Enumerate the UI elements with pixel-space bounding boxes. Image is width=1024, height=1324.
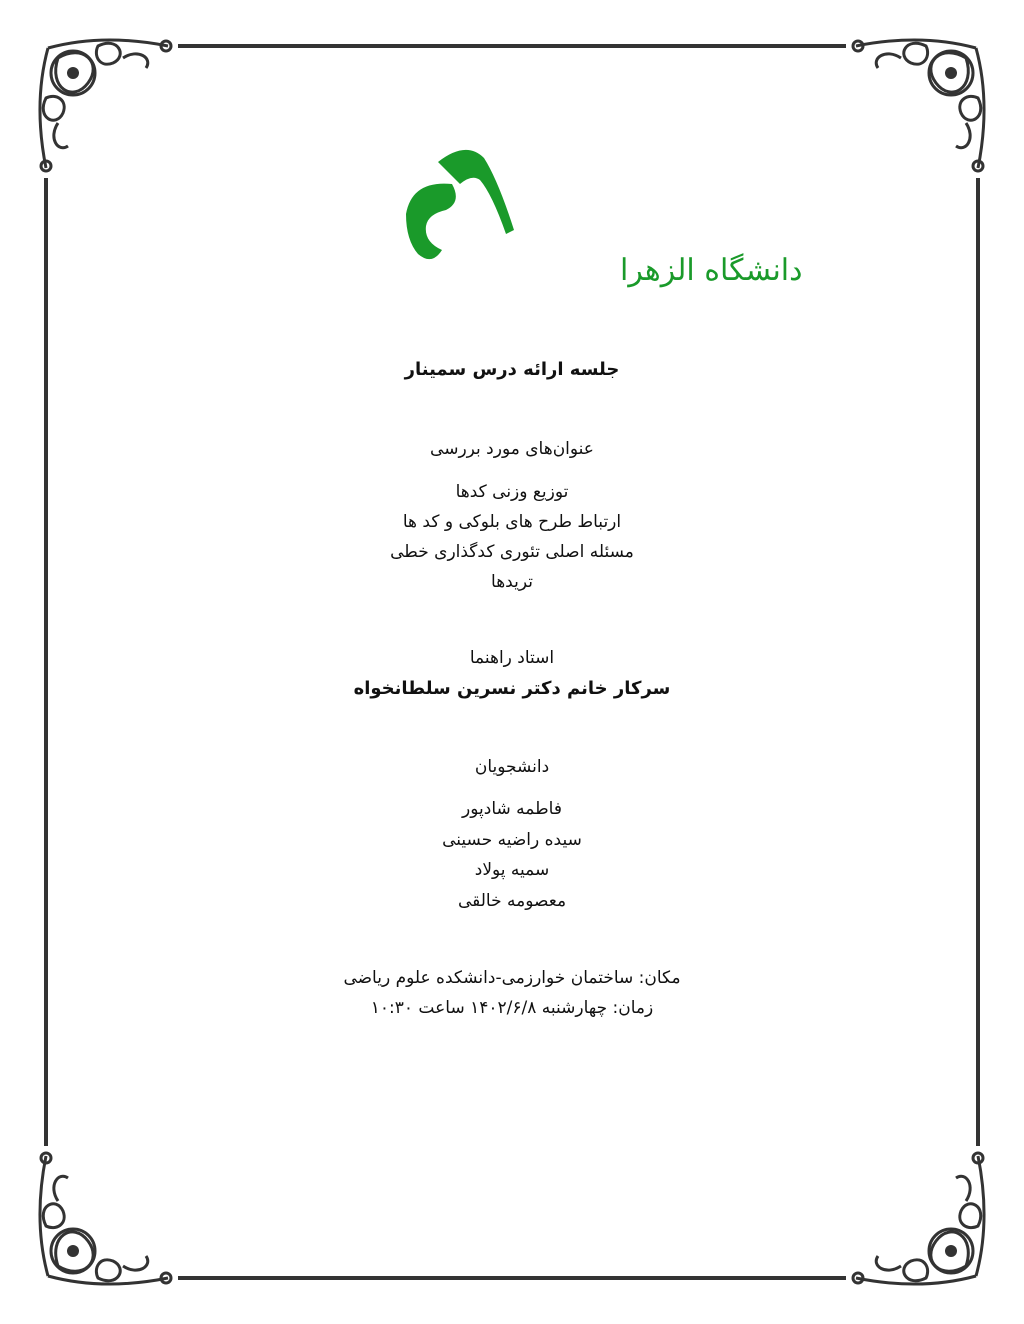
corner-ornament-bottom-left	[28, 1146, 178, 1296]
logo-text: دانشگاه الزهرا	[620, 253, 803, 288]
frame-top-line	[178, 44, 846, 48]
frame-bottom-line	[178, 1276, 846, 1280]
location-text: مکان: ساختمان خوارزمی-دانشکده علوم ریاضی	[343, 968, 681, 988]
student-name: فاطمه شادپور	[462, 799, 562, 819]
student-name: معصومه خالقی	[457, 891, 567, 911]
university-logo	[402, 140, 803, 296]
frame-right-line	[976, 178, 980, 1146]
topics-heading: عنوان‌های مورد بررسی	[430, 439, 594, 459]
corner-ornament-top-left	[28, 28, 178, 178]
corner-ornament-bottom-right	[846, 1146, 996, 1296]
time-text: زمان: چهارشنبه ۱۴۰۲/۶/۸ ساعت ۱۰:۳۰	[370, 998, 654, 1018]
advisor-name: سرکار خانم دکتر نسرین سلطانخواه	[353, 678, 671, 699]
topic-item: ارتباط طرح های بلوکی و کد ها	[402, 512, 622, 532]
corner-ornament-top-right	[846, 28, 996, 178]
topic-item: توزیع وزنی کدها	[455, 482, 569, 502]
page-title: جلسه ارائه درس سمینار	[404, 359, 620, 380]
topic-item: تریدها	[491, 572, 533, 592]
advisor-heading: استاد راهنما	[469, 648, 555, 668]
frame-left-line	[44, 178, 48, 1146]
student-name: سمیه پولاد	[474, 860, 550, 880]
topic-item: مسئله اصلی تئوری کدگذاری خطی	[390, 542, 634, 562]
student-name: سیده راضیه حسینی	[442, 830, 582, 850]
students-heading: دانشجویان	[474, 757, 550, 777]
